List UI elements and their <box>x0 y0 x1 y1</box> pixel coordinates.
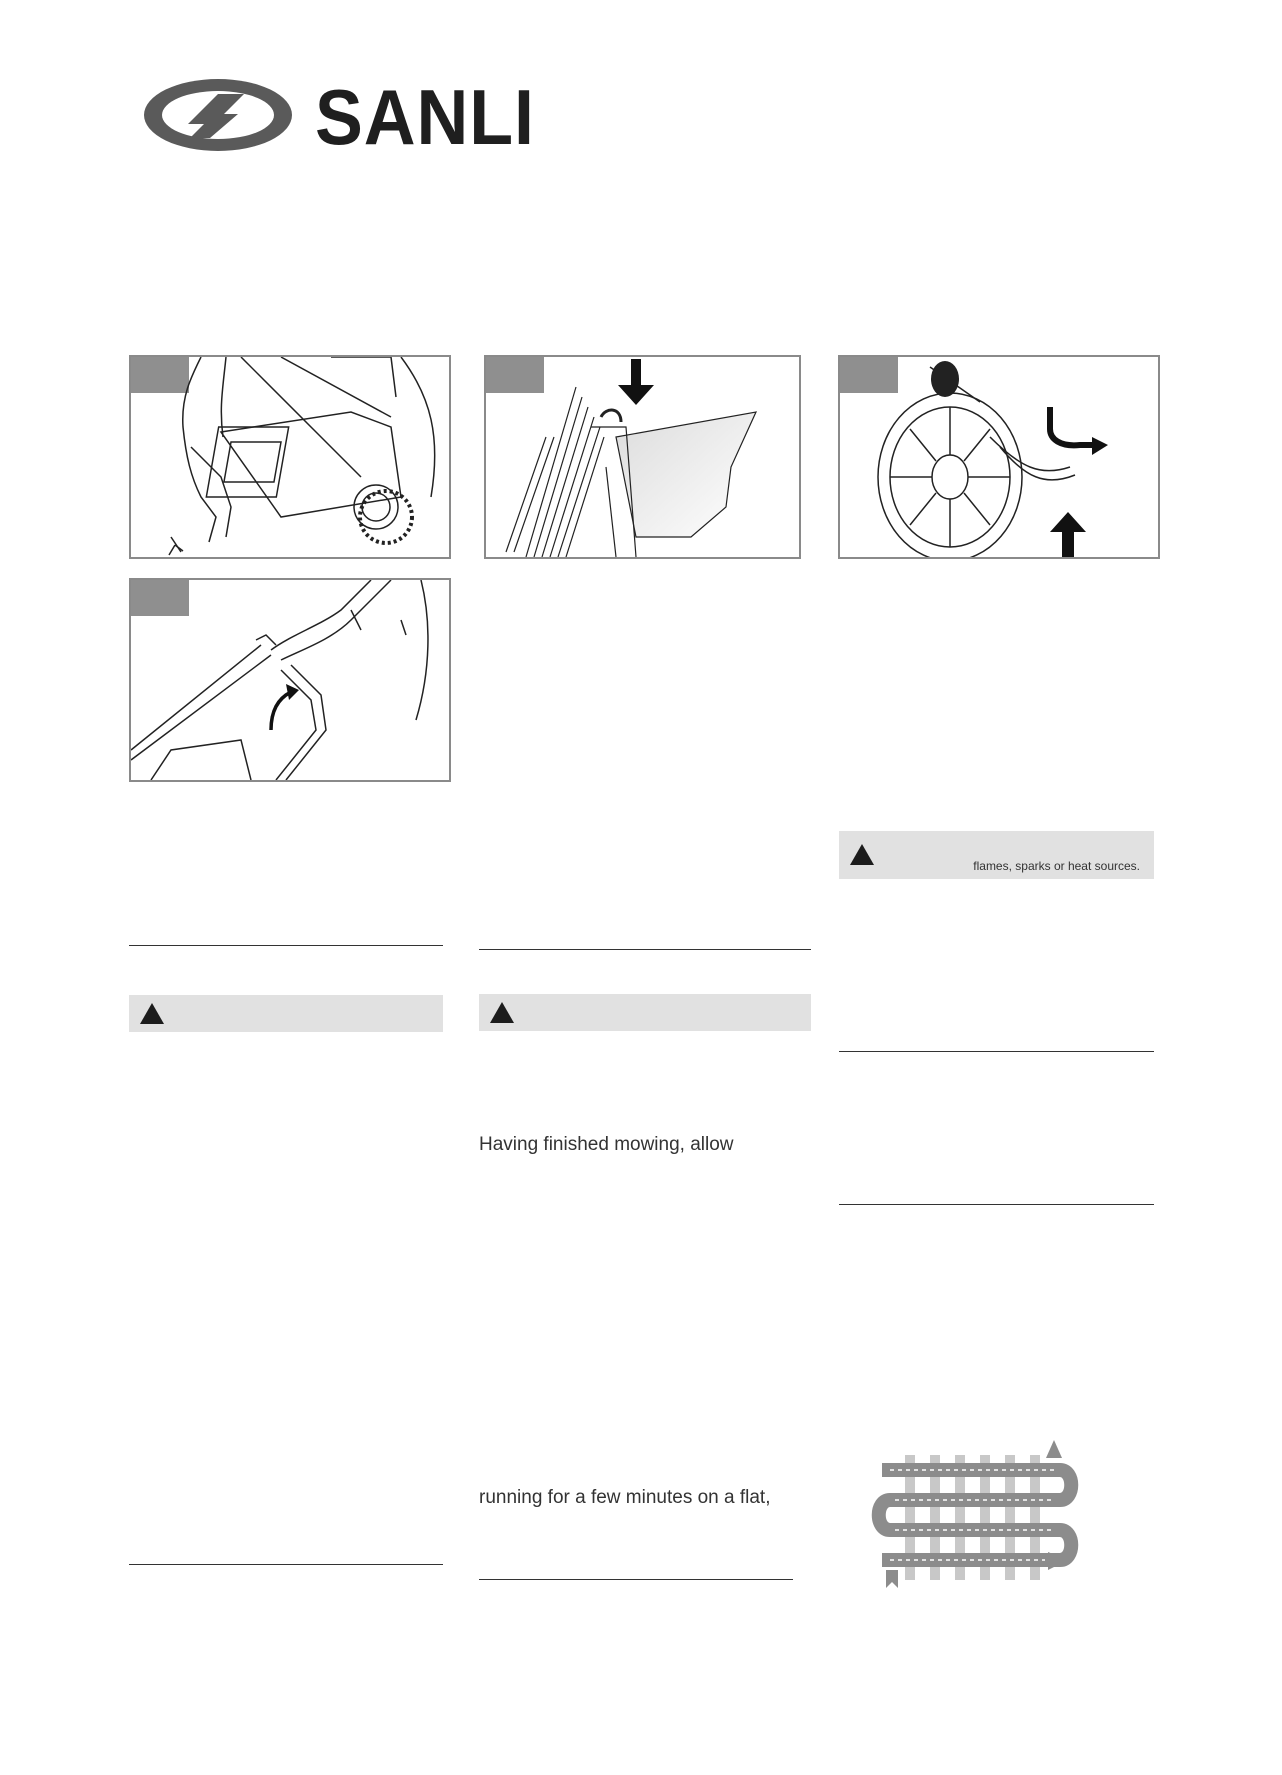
warning-triangle-icon <box>490 1002 514 1023</box>
figure-4-panel <box>129 578 451 782</box>
fuel-warning-text: flames, sparks or heat sources. <box>973 859 1140 873</box>
warning-box <box>479 994 811 1031</box>
figure-3-panel <box>838 355 1160 559</box>
mowing-instruction-line-1: Having finished mowing, allow <box>479 1134 734 1155</box>
warning-triangle-icon <box>850 844 874 865</box>
section-divider <box>839 1204 1154 1205</box>
mowing-pattern-diagram <box>870 1430 1080 1590</box>
section-divider <box>479 1579 793 1580</box>
wheel-height-lever-illustration-icon <box>840 357 1160 559</box>
handle-raise-illustration-icon <box>131 580 451 782</box>
grass-bag-attach-illustration-icon <box>131 357 451 559</box>
warning-box <box>129 995 443 1032</box>
section-divider <box>129 945 443 946</box>
figure-2-panel <box>484 355 801 559</box>
fuel-warning-box <box>839 831 1154 879</box>
brand-name: SANLI <box>315 73 535 161</box>
section-divider <box>839 1051 1154 1052</box>
rear-flap-hook-illustration-icon <box>486 357 801 559</box>
figure-1-panel <box>129 355 451 559</box>
mowing-pattern-icon <box>870 1430 1080 1590</box>
sanli-emblem-icon <box>140 72 300 158</box>
mowing-instruction-line-2: running for a few minutes on a flat, <box>479 1487 771 1508</box>
brand-logo <box>140 72 535 161</box>
warning-triangle-icon <box>140 1003 164 1024</box>
section-divider <box>129 1564 443 1565</box>
section-divider <box>479 949 811 950</box>
